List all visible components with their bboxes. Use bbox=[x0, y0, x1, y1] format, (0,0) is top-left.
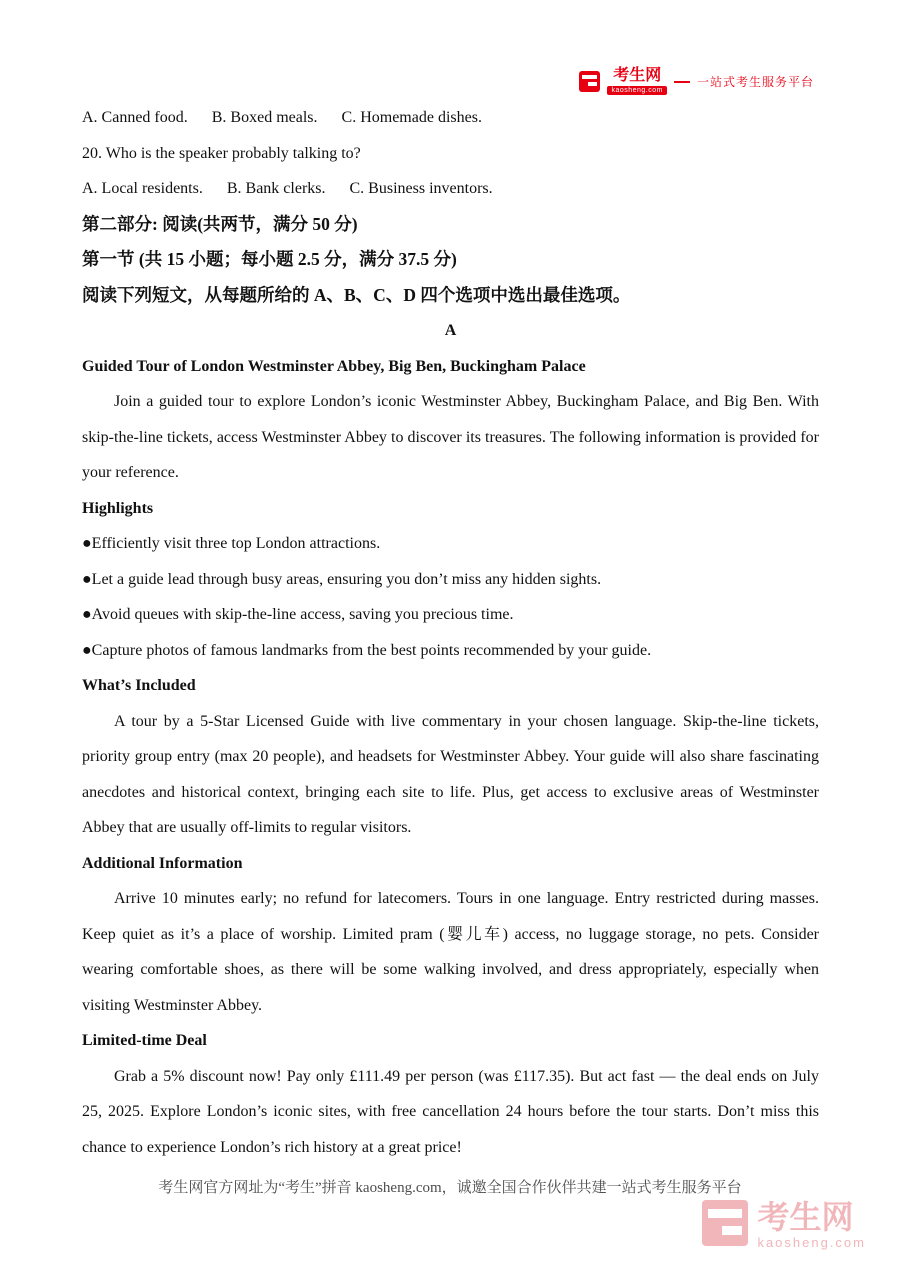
additional-info-paragraph: Arrive 10 minutes early; no refund for latecomers. Tours in one language. Entry restricted during masses. Keep quiet as it’s a place of worship. Limited pram (婴儿车) access, no luggage storage, no pets. Consider wearing comfortable shoes, as there will be some walking involved, and dress appropriately, especially when visiting Westminster Abbey. bbox=[82, 890, 819, 1014]
part2-heading: 第二部分: 阅读(共两节，满分 50 分) bbox=[82, 213, 358, 234]
passage-intro-paragraph: Join a guided tour to explore London’s iconic Westminster Abbey, Buckingham Palace, and Big Ben. With skip-the-line tickets, access Westminster Abbey to discover its treasures. The following information is provided for your reference. bbox=[82, 393, 819, 481]
reading-instructions: 阅读下列短文，从每题所给的 A、B、C、D 四个选项中选出最佳选项。 bbox=[82, 284, 631, 305]
watermark-domain: kaosheng.com bbox=[757, 1235, 866, 1251]
options-line-20: A. Local residents. B. Bank clerks. C. Business inventors. bbox=[82, 180, 493, 197]
deal-paragraph: Grab a 5% discount now! Pay only £111.49 per person (was £117.35). But act fast — the deal ends on July 25, 2025. Explore London’s iconic sites, with free cancellation 24 hours before the tour starts. Don’t miss this chance to experience London’s rich history at a great price! bbox=[82, 1067, 819, 1156]
passage-title: Guided Tour of London Westminster Abbey, Big Ben, Buckingham Palace bbox=[82, 357, 586, 375]
highlight-item: ●Let a guide lead through busy areas, ensuring you don’t miss any hidden sights. bbox=[82, 570, 602, 588]
highlights-list bbox=[82, 526, 819, 668]
options-line-19: A. Canned food. B. Boxed meals. C. Homemade dishes. bbox=[82, 109, 482, 126]
footer-note: 考生网官方网址为“考生”拼音 kaosheng.com，诚邀全国合作伙伴共建一站式考生服务平台 bbox=[158, 1180, 742, 1196]
kaosheng-watermark-icon bbox=[702, 1200, 748, 1246]
exam-page-content bbox=[82, 100, 819, 1165]
kaosheng-logo-icon bbox=[579, 71, 600, 92]
kaosheng-header-logo bbox=[579, 68, 814, 95]
highlight-item: ●Avoid queues with skip-the-line access, saving you precious time. bbox=[82, 606, 514, 623]
brand-tagline: 一站式考生服务平台 bbox=[696, 75, 814, 89]
watermark-brand: 考生网 bbox=[757, 1199, 854, 1235]
kaosheng-watermark bbox=[702, 1200, 866, 1250]
section1-heading: 第一节 (共 15 小题；每小题 2.5 分，满分 37.5 分) bbox=[82, 249, 457, 269]
brand-domain: kaosheng.com bbox=[607, 86, 667, 95]
deal-heading: Limited-time Deal bbox=[82, 1032, 207, 1049]
highlight-item: ●Efficiently visit three top London attractions. bbox=[82, 535, 381, 552]
tagline-dash bbox=[674, 81, 690, 83]
highlight-item: ●Capture photos of famous landmarks from the best points recommended by your guide. bbox=[82, 641, 652, 659]
watermark-text bbox=[757, 1200, 866, 1250]
passage-label: A bbox=[444, 322, 457, 339]
brand-block bbox=[607, 68, 667, 95]
additional-info-heading: Additional Information bbox=[82, 854, 243, 872]
included-paragraph: A tour by a 5-Star Licensed Guide with live commentary in your chosen language. Skip-the-line tickets, priority group entry (max 20 people), and headsets for Westminster Abbey. Your guide will also share fascinating anecdotes and historical context, bringing each site to life. Plus, get access to exclusive areas of Westminster Abbey that are usually off-limits to regular visitors. bbox=[82, 712, 819, 836]
included-heading: What’s Included bbox=[82, 677, 196, 694]
brand-name: 考生网 bbox=[613, 67, 662, 84]
highlights-heading: Highlights bbox=[82, 499, 154, 517]
question-20: 20. Who is the speaker probably talking to? bbox=[82, 144, 361, 162]
